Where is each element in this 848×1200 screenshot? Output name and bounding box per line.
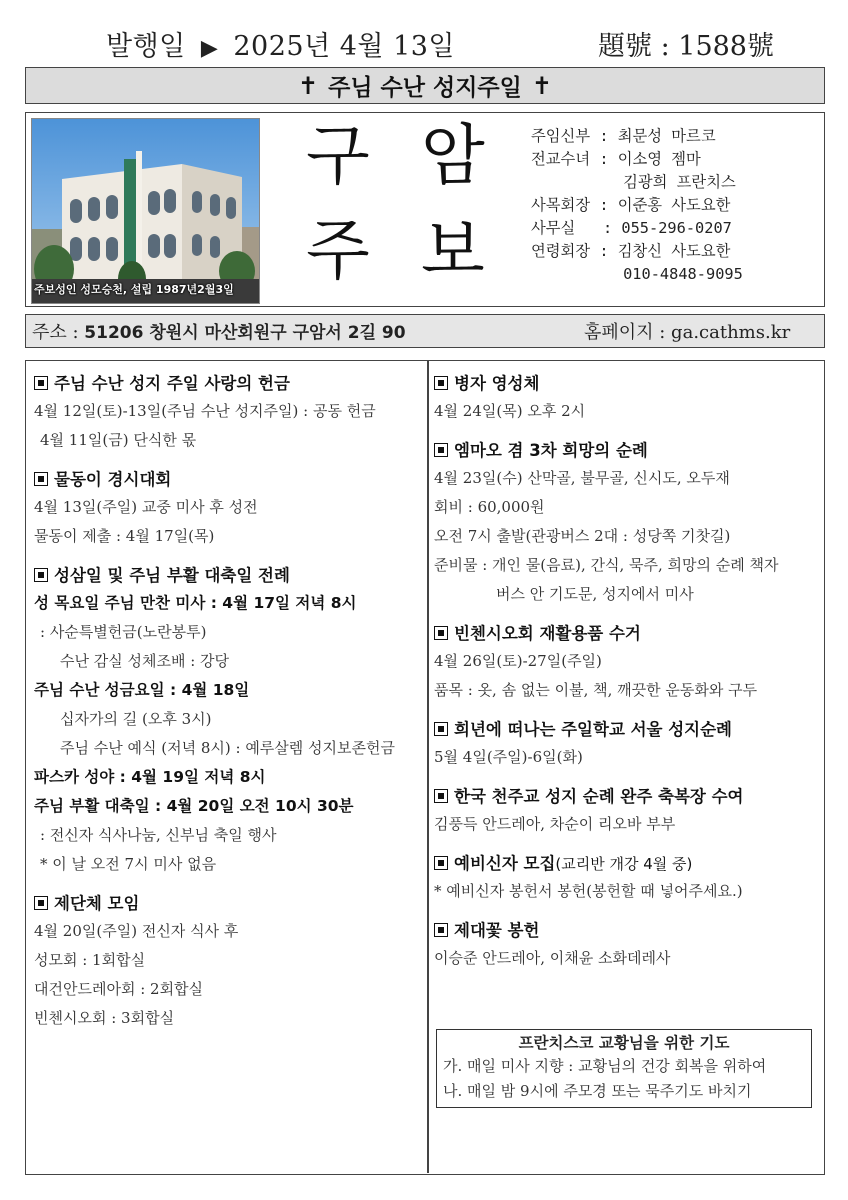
cross-icon: ✝ bbox=[298, 71, 319, 100]
section-title bbox=[434, 438, 819, 464]
section-title bbox=[34, 891, 424, 917]
prayer-box bbox=[436, 1029, 812, 1108]
masthead bbox=[25, 112, 825, 307]
masthead-char: 구 bbox=[306, 117, 370, 194]
section-title bbox=[434, 784, 819, 810]
section-line: 오전 7시 출발(관광버스 2대 : 성당쪽 기찻길) bbox=[434, 527, 731, 545]
banner-title: 주님 수난 성지주일 bbox=[328, 75, 522, 101]
section-title bbox=[34, 563, 424, 589]
homepage-link[interactable]: 홈페이지 : ga.cathms.kr bbox=[584, 322, 791, 343]
section-title bbox=[434, 717, 819, 743]
square-bullet-icon bbox=[434, 856, 448, 870]
section-line: 4월 13일(주일) 교중 미사 후 성전 bbox=[34, 498, 258, 516]
section-line: 수난 감실 성체조배 : 강당 bbox=[60, 652, 230, 670]
staff-line: 사목회장 : 이준홍 사도요한 bbox=[531, 196, 731, 214]
section-line: 주님 수난 예식 (저녁 8시) : 예루살렘 성지보존헌금 bbox=[60, 739, 395, 757]
square-bullet-icon bbox=[434, 789, 448, 803]
staff-line: 사무실 : 055-296-0207 bbox=[531, 219, 732, 237]
section-title-text: 물동이 경시대회 bbox=[54, 470, 172, 489]
section-title bbox=[434, 851, 819, 877]
section-title bbox=[34, 467, 424, 493]
section-line: 주님 부활 대축일 : 4월 20일 오전 10시 30분 bbox=[34, 797, 354, 815]
address bbox=[32, 318, 406, 344]
masthead-char: 보 bbox=[421, 212, 485, 289]
square-bullet-icon bbox=[34, 896, 48, 910]
section-title-text: 엠마오 겸 3차 희망의 순례 bbox=[454, 441, 648, 460]
section-line: 물동이 제출 : 4월 17일(목) bbox=[34, 527, 215, 545]
section-line: 성 목요일 주님 만찬 미사 : 4월 17일 저녁 8시 bbox=[34, 594, 357, 612]
square-bullet-icon bbox=[34, 568, 48, 582]
masthead-char: 주 bbox=[306, 212, 370, 289]
section-title bbox=[434, 621, 819, 647]
publication-name bbox=[276, 113, 521, 306]
staff-line: 연령회장 : 김창신 사도요한 bbox=[531, 242, 731, 260]
address-label: 주소 : bbox=[32, 322, 85, 343]
square-bullet-icon bbox=[434, 376, 448, 390]
section-title-text: 한국 천주교 성지 순례 완주 축복장 수여 bbox=[454, 787, 744, 806]
section-line: 빈첸시오회 : 3회합실 bbox=[34, 1009, 175, 1027]
square-bullet-icon bbox=[34, 472, 48, 486]
staff-info bbox=[531, 125, 821, 286]
prayer-line: 나. 매일 밤 9시에 주모경 또는 묵주기도 바치기 bbox=[443, 1082, 752, 1100]
section-line: 김풍득 안드레아, 차순이 리오바 부부 bbox=[434, 815, 676, 833]
column-divider bbox=[427, 361, 429, 1173]
section-line: 파스카 성야 : 4월 19일 저녁 8시 bbox=[34, 768, 266, 786]
section-line: 대건안드레아회 : 2회합실 bbox=[34, 980, 204, 998]
section-line: 4월 23일(수) 산막골, 불무골, 신시도, 오두재 bbox=[434, 469, 730, 487]
prayer-title: 프란치스코 교황님을 위한 기도 bbox=[518, 1034, 730, 1052]
pub-date-label: 발행일 bbox=[106, 31, 186, 62]
section-line: 성모회 : 1회합실 bbox=[34, 951, 146, 969]
address-value: 51206 창원시 마산회원구 구암서 2길 90 bbox=[84, 323, 406, 343]
square-bullet-icon bbox=[434, 443, 448, 457]
prayer-line: 가. 매일 미사 지향 : 교황님의 건강 회복을 위하여 bbox=[443, 1057, 767, 1075]
section-line: * 예비신자 봉헌서 봉헌(봉헌할 때 넣어주세요.) bbox=[434, 882, 743, 900]
staff-line: 김광희 프란치스 bbox=[531, 173, 736, 191]
section-line: * 이 날 오전 7시 미사 없음 bbox=[40, 855, 217, 873]
left-column bbox=[34, 371, 424, 1033]
section-line: 4월 24일(목) 오후 2시 bbox=[434, 402, 586, 420]
title-banner bbox=[25, 67, 825, 104]
right-column bbox=[434, 371, 819, 973]
square-bullet-icon bbox=[434, 722, 448, 736]
section-title bbox=[434, 918, 819, 944]
section-line: 준비물 : 개인 물(음료), 간식, 묵주, 희망의 순례 책자 bbox=[434, 556, 779, 574]
section-line: 버스 안 기도문, 성지에서 미사 bbox=[496, 585, 694, 603]
square-bullet-icon bbox=[434, 626, 448, 640]
photo-caption: 주보성인 성모승천, 설립 1987년2월3일 bbox=[34, 283, 234, 296]
square-bullet-icon bbox=[34, 376, 48, 390]
section-title-text: 제대꽃 봉헌 bbox=[454, 921, 540, 940]
staff-line: 주임신부 : 최문성 마르코 bbox=[531, 127, 716, 145]
bulletin-body bbox=[25, 360, 825, 1175]
section-line: 4월 20일(주일) 전신자 식사 후 bbox=[34, 922, 239, 940]
section-title-text: 빈첸시오회 재활용품 수거 bbox=[454, 624, 641, 643]
section-line: : 전신자 식사나눔, 신부님 축일 행사 bbox=[40, 826, 277, 844]
section-line: 4월 11일(금) 단식한 몫 bbox=[40, 431, 197, 449]
church-photo bbox=[31, 118, 260, 304]
pub-date-value: 2025년 4월 13일 bbox=[233, 31, 456, 62]
staff-line: 010-4848-9095 bbox=[531, 265, 743, 283]
section-line: 주님 수난 성금요일 : 4월 18일 bbox=[34, 681, 250, 699]
cross-icon: ✝ bbox=[531, 71, 552, 100]
section-title bbox=[434, 371, 819, 397]
section-line: 품목 : 옷, 솜 없는 이불, 책, 깨끗한 운동화와 구두 bbox=[434, 681, 758, 699]
section-line: 십자가의 길 (오후 3시) bbox=[60, 710, 212, 728]
square-bullet-icon bbox=[434, 923, 448, 937]
section-title-text: 주님 수난 성지 주일 사랑의 헌금 bbox=[54, 374, 290, 393]
church-building-image bbox=[32, 119, 260, 304]
section-line: 4월 12일(토)-13일(주님 수난 성지주일) : 공동 헌금 bbox=[34, 402, 376, 420]
section-line: 이승준 안드레아, 이채윤 소화데레사 bbox=[434, 949, 671, 967]
section-line: 5월 4일(주일)-6일(화) bbox=[434, 748, 583, 766]
section-title bbox=[34, 371, 424, 397]
section-line: : 사순특별헌금(노란봉투) bbox=[40, 623, 207, 641]
issue-number: 題號 : 1588號 bbox=[598, 31, 774, 62]
section-title-text: 제단체 모임 bbox=[54, 894, 140, 913]
publication-date bbox=[106, 24, 455, 63]
section-title-text: 예비신자 모집 bbox=[454, 854, 556, 873]
section-title-note: (교리반 개강 4월 중) bbox=[555, 855, 693, 873]
section-line: 4월 26일(토)-27일(주일) bbox=[434, 652, 602, 670]
section-title-text: 희년에 떠나는 주일학교 서울 성지순례 bbox=[454, 720, 733, 739]
section-title-text: 병자 영성체 bbox=[454, 374, 540, 393]
section-title-text: 성삼일 및 주님 부활 대축일 전례 bbox=[54, 566, 290, 585]
arrow-icon: ▶ bbox=[200, 36, 219, 61]
section-line: 회비 : 60,000원 bbox=[434, 498, 545, 516]
address-bar bbox=[25, 314, 825, 348]
masthead-char: 암 bbox=[421, 117, 485, 194]
staff-line: 전교수녀 : 이소영 젬마 bbox=[531, 150, 701, 168]
